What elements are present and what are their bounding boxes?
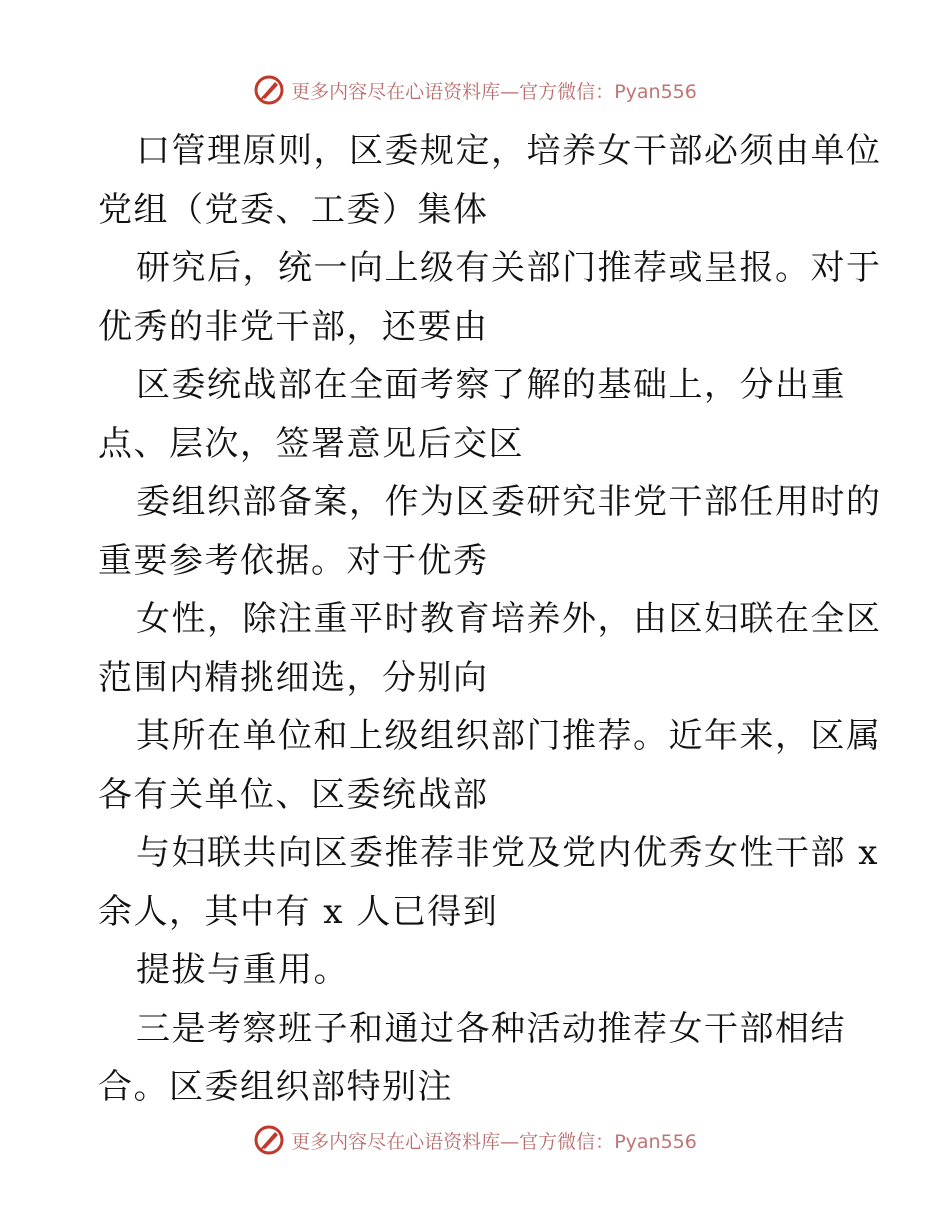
watermark-text: 更多内容尽在心语资料库—官方微信：Pyan556 (291, 80, 697, 103)
text-line: 三是考察班子和通过各种活动推荐女干部相结 (136, 1008, 846, 1049)
text-line: 余人，其中有 x 人已得到 (98, 891, 499, 932)
text-line: 其所在单位和上级组织部门推荐。近年来，区属 (136, 716, 882, 756)
text-line: 委组织部备案，作为区委研究非党干部任用时的 (136, 482, 882, 522)
text-line: 区委统战部在全面考察了解的基础上，分出重 (136, 365, 846, 405)
quill-pen-logo-icon (253, 1124, 285, 1156)
text-line: 党组（党委、工委）集体 (98, 189, 489, 230)
text-line: 提拔与重用。 (136, 950, 349, 990)
text-line: 优秀的非党干部，还要由 (98, 306, 489, 347)
footer-watermark (0, 1120, 950, 1160)
text-line: 重要参考依据。对于优秀 (98, 540, 489, 581)
text-line: 与妇联共向区委推荐非党及党内优秀女性干部 x (136, 833, 879, 873)
text-line: 研究后，统一向上级有关部门推荐或呈报。对于 (136, 248, 882, 288)
text-line: 合。区委组织部特别注 (98, 1067, 453, 1107)
text-line: 各有关单位、区委统战部 (98, 774, 489, 815)
document-body (98, 122, 882, 1117)
text-line: 口管理原则，区委规定，培养女干部必须由单位 (136, 131, 882, 171)
text-line: 女性，除注重平时教育培养外，由区妇联在全区 (136, 599, 882, 639)
text-line: 点、层次，签署意见后交区 (98, 423, 524, 464)
quill-pen-logo-icon (253, 74, 285, 106)
header-watermark (0, 70, 950, 110)
text-line: 范围内精挑细选，分别向 (98, 657, 489, 698)
watermark-text: 更多内容尽在心语资料库—官方微信：Pyan556 (291, 1130, 697, 1153)
